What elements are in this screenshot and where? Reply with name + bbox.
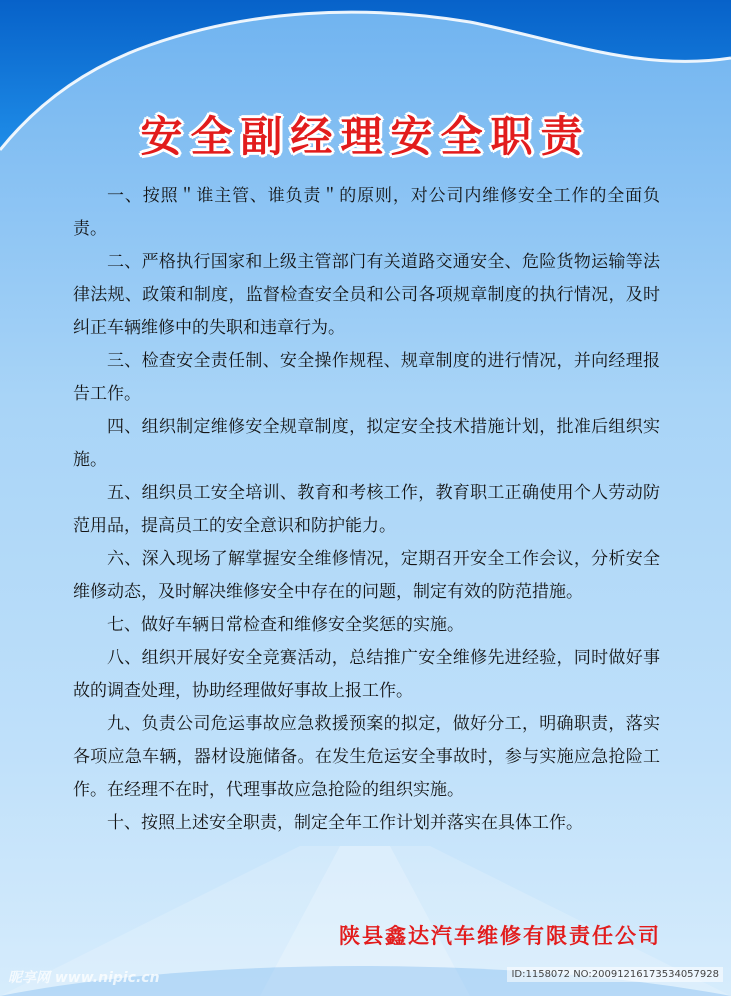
image-id-label: ID:1158072 NO:20091216173534057928 (507, 967, 723, 982)
duty-item-10: 十、按照上述安全职责，制定全年工作计划并落实在具体工作。 (107, 813, 583, 833)
page-title: 安全副经理安全职责 (140, 112, 591, 161)
site-watermark: 昵享网 www.nipic.cn (8, 970, 160, 986)
duty-list (73, 180, 660, 840)
duty-item-8: 八、组织开展好安全竞赛活动，总结推广安全维修先进经验，同时做好事故的调查处理，协助经理做好事故上报工作。 (73, 648, 660, 701)
duty-item-1: 一、按照＂谁主管、谁负责＂的原则，对公司内维修安全工作的全面负责。 (73, 186, 660, 239)
duty-item-9: 九、负责公司危运事故应急救援预案的拟定，做好分工，明确职责，落实各项应急车辆，器材设施储备。在发生危运安全事故时，参与实施应急抢险工作。在经理不在时，代理事故应急抢险的组织实施。 (73, 714, 660, 800)
duty-item-3: 三、检查安全责任制、安全操作规程、规章制度的进行情况，并向经理报告工作。 (73, 351, 660, 404)
duty-item-4: 四、组织制定维修安全规章制度，拟定安全技术措施计划，批准后组织实施。 (73, 417, 660, 470)
company-name: 陕县鑫达汽车维修有限责任公司 (339, 924, 661, 948)
duty-item-2: 二、严格执行国家和上级主管部门有关道路交通安全、危险货物运输等法律法规、政策和制度，监督检查安全员和公司各项规章制度的执行情况，及时纠正车辆维修中的失职和违章行为。 (73, 252, 660, 338)
duty-item-6: 六、深入现场了解掌握安全维修情况，定期召开安全工作会议，分析安全维修动态，及时解决维修安全中存在的问题，制定有效的防范措施。 (73, 549, 660, 602)
duty-item-7: 七、做好车辆日常检查和维修安全奖惩的实施。 (107, 615, 464, 635)
duty-item-5: 五、组织员工安全培训、教育和考核工作，教育职工正确使用个人劳动防范用品，提高员工的安全意识和防护能力。 (73, 483, 660, 536)
